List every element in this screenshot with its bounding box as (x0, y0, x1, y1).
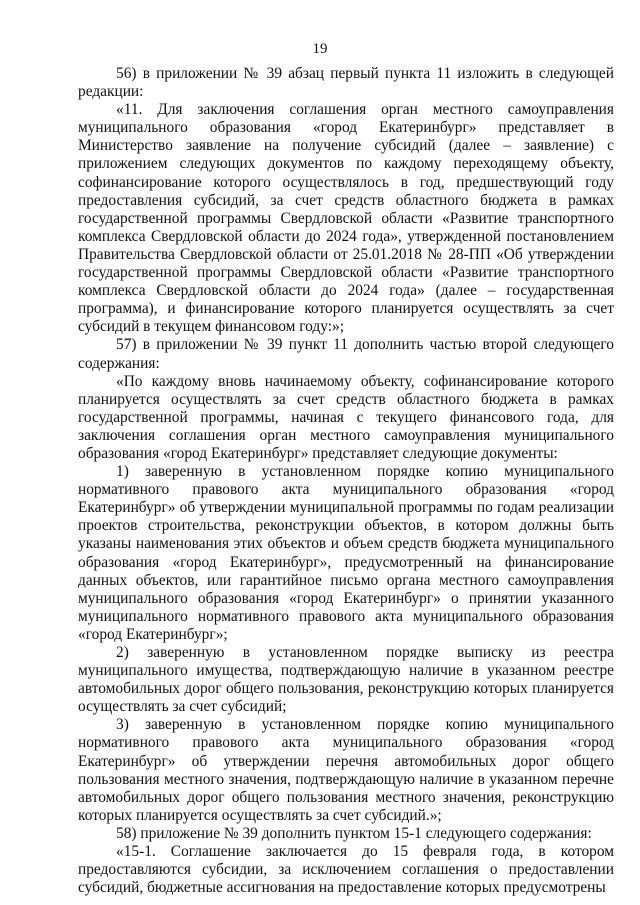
paragraph-quote-15-1: «15-1. Соглашение заключается до 15 февраля года, в котором предоставляются субсидии, за исключением соглашения о предоставлении субсидий, бюджетные ассигнования на предоставление которых предусмотрены (78, 843, 614, 897)
paragraph-quote-11: «11. Для заключения соглашения орган местного самоуправления муниципального образования «город Екатеринбург» представляет в Министерство заявление на получение субсидий (далее – заявление) с приложением следующих документов по каждому переходящему объекту, софинансирование которого осуществлялось в год, предшествующий году предоставления субсидий, за счет средств областного бюджета в рамках государственной программы Свердловской области «Развитие транспортного комплекса Свердловской области до 2024 года», утвержденной постановлением Правительства Свердловской области от 25.01.2018 № 28-ПП «Об утверждении государственной программы Свердловской области «Развитие транспортного комплекса Свердловской области до 2024 года» (далее – государственная программа), и финансирование которого планируется осуществлять за счет субсидий в текущем финансовом году:»; (78, 101, 614, 336)
paragraph-list-2: 2) заверенную в установленном порядке выписку из реестра муниципального имущества, подтверждающую наличие в указанном реестре автомобильных дорог общего пользования, реконструкцию которых планируется осуществлять за счет субсидий; (78, 644, 614, 716)
paragraph-list-1: 1) заверенную в установленном порядке копию муниципального нормативного правового акта муниципального образования «город Екатеринбург» об утверждении муниципальной программы по годам реализации проектов строительства, реконструкции объектов, в котором должны быть указаны наименования этих объектов и объем средств бюджета муниципального образования «город Екатеринбург», предусмотренный на финансирование данных объектов, или гарантийное письмо органа местного самоуправления муниципального образования «город Екатеринбург» о принятии указанного муниципального нормативного правового акта муниципального образования «город Екатеринбург»; (78, 463, 614, 643)
paragraph-item-57: 57) в приложении № 39 пункт 11 дополнить частью второй следующего содержания: (78, 336, 614, 372)
paragraph-item-56: 56) в приложении № 39 абзац первый пункта 11 изложить в следующей редакции: (78, 65, 614, 101)
paragraph-list-3: 3) заверенную в установленном порядке копию муниципального нормативного правового акта муниципального образования «город Екатеринбург» об утверждении перечня автомобильных дорог общего пользования местного значения, подтверждающую наличие в указанном перечне автомобильных дорог общего пользования местного значения, реконструкцию которых планируется осуществлять за счет субсидий.»; (78, 716, 614, 824)
paragraph-quote-new-objects: «По каждому вновь начинаемому объекту, софинансирование которого планируется осуществлять за счет средств областного бюджета в рамках государственной программы, начиная с текущего финансового года, для заключения соглашения орган местного самоуправления муниципального образования «город Екатеринбург» представляет следующие документы: (78, 372, 614, 462)
paragraph-item-58: 58) приложение № 39 дополнить пунктом 15-1 следующего содержания: (116, 824, 592, 842)
page-number: 19 (312, 41, 328, 57)
document-body (78, 65, 614, 897)
